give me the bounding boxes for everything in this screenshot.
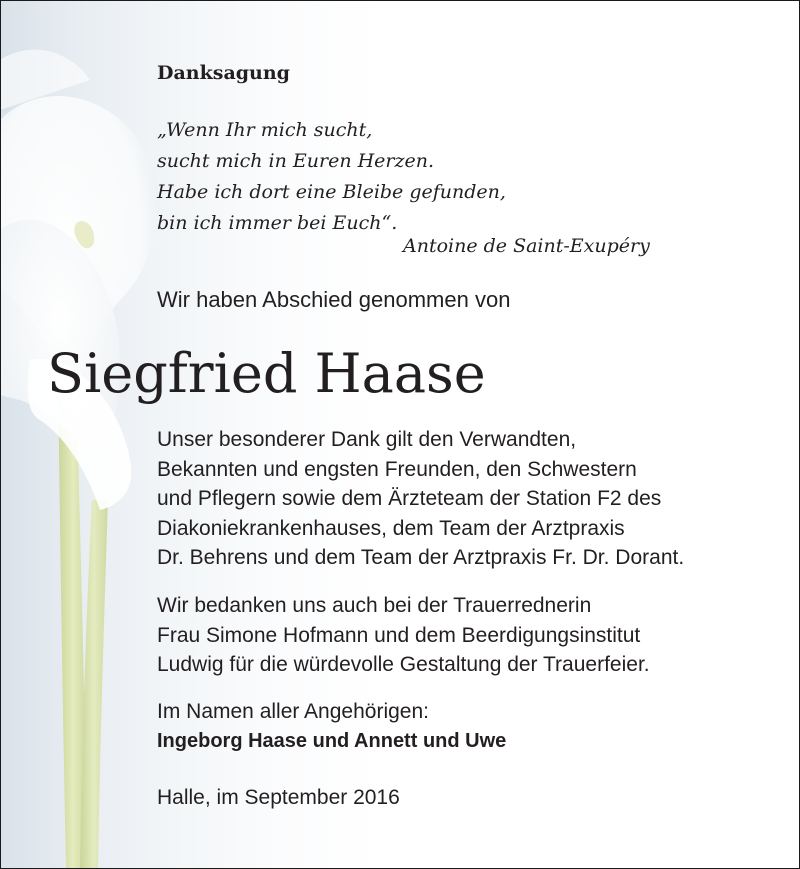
quote-author: Antoine de Saint-Exupéry xyxy=(403,235,650,257)
quote-line: „Wenn Ihr mich sucht, xyxy=(157,119,373,141)
quote-line: Habe ich dort eine Bleibe gefunden, xyxy=(157,181,506,203)
thanks-paragraph-2 xyxy=(157,591,650,680)
quote-line: sucht mich in Euren Herzen. xyxy=(157,150,435,172)
thanks-line: Ludwig für die würdevolle Gestaltung der Trauerfeier. xyxy=(157,653,650,676)
thanks-line: Bekannten und engsten Freunden, den Schwestern xyxy=(157,457,637,481)
thanks-line: Dr. Behrens und dem Team der Arztpraxis Fr. Dr. Dorant. xyxy=(157,546,685,569)
thanks-line: Diakoniekrankenhauses, dem Team der Arztpraxis xyxy=(157,516,625,540)
thanks-line: Unser besonderer Dank gilt den Verwandten, xyxy=(157,428,577,451)
closing-line: Im Namen aller Angehörigen: xyxy=(157,700,429,723)
quote-line: bin ich immer bei Euch“. xyxy=(157,212,398,234)
thanks-line: Frau Simone Hofmann und dem Beerdigungsinstitut xyxy=(157,623,641,647)
poem-quote xyxy=(157,115,506,239)
intro-text: Wir haben Abschied genommen von xyxy=(157,287,511,312)
deceased-name: Siegfried Haase xyxy=(47,342,486,405)
thanks-line: und Pflegern sowie dem Ärzteteam der Station F2 des xyxy=(157,487,662,510)
thanks-paragraph xyxy=(157,425,684,573)
thanks-line: Wir bedanken uns auch bei der Trauerrednerin xyxy=(157,594,592,617)
place-date: Halle, im September 2016 xyxy=(157,786,400,809)
signers: Ingeborg Haase und Annett und Uwe xyxy=(157,730,507,752)
notice-heading: Danksagung xyxy=(157,62,290,84)
